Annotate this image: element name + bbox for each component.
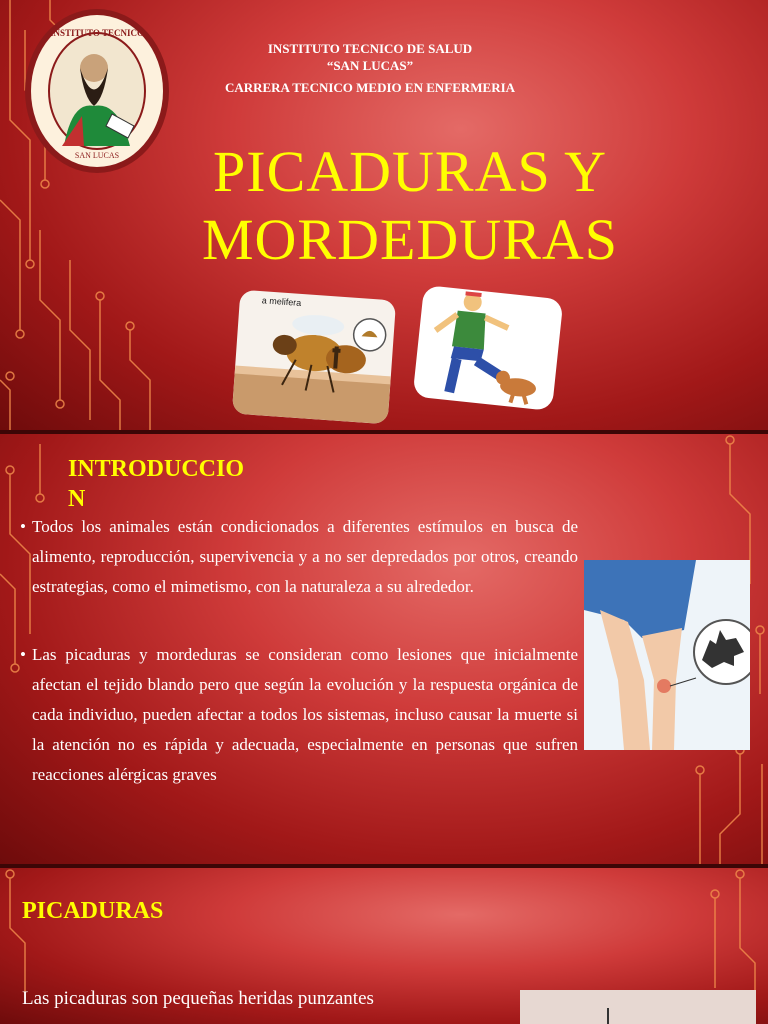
- institute-name-line2: “SAN LUCAS”: [326, 58, 414, 73]
- section-body: Las picaduras son pequeñas heridas punzantes: [22, 988, 374, 1009]
- bee-image-label: a melifera: [261, 295, 302, 308]
- section-heading-line1: INTRODUCCIO: [68, 456, 245, 482]
- sting-photo: [520, 990, 756, 1024]
- slide-picaduras: [0, 868, 768, 1024]
- institute-program: CARRERA TECNICO MEDIO EN ENFERMERIA: [224, 80, 516, 95]
- svg-text:SAN LUCAS: SAN LUCAS: [74, 151, 120, 160]
- section-heading-line2: N: [68, 486, 86, 512]
- section-heading: PICADURAS: [22, 898, 164, 924]
- bee-sting-image: [232, 290, 396, 425]
- slide-title-line2: MORDEDURAS: [201, 207, 619, 272]
- svg-text:INSTITUTO TECNICO: INSTITUTO TECNICO: [50, 28, 144, 38]
- slide-title-line1: PICADURAS Y: [213, 139, 607, 204]
- leg-bite-illustration: [584, 560, 750, 750]
- dog-bite-image: [413, 285, 564, 411]
- bullet-item: • Las picaduras y mordeduras se consideran como lesiones que inicialmente afectan el tejido blando pero que según la evolución y la respuesta orgánica de cada individuo, pueden afectar a todos los sistemas, incluso causar la muerte si la atención no es rápida y adecuada, especialmente en personas que sufren reacciones alérgicas graves: [20, 640, 578, 790]
- slide-title: [0, 0, 768, 430]
- bullet-item: • Todos los animales están condicionados a diferentes estímulos en busca de alimento, reproducción, supervivencia y a no ser depredados por otros, creando estrategias, como el mimetismo, con la naturaleza a su alrededor.: [20, 512, 578, 602]
- slide-introduction: [0, 434, 768, 864]
- institute-name-line1: INSTITUTO TECNICO DE SALUD: [267, 41, 473, 56]
